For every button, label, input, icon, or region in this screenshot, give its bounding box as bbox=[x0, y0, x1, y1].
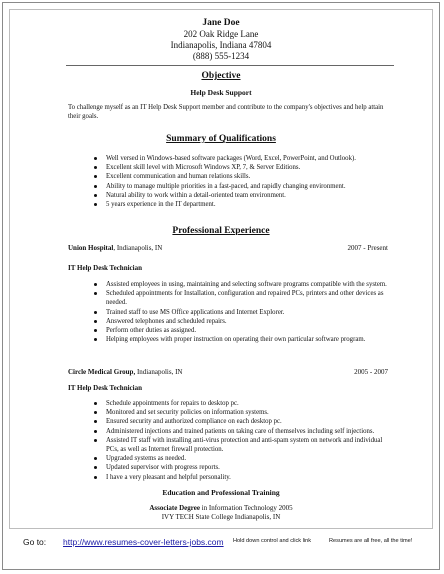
goto-label: Go to: bbox=[23, 537, 47, 547]
list-item: Perform other duties as assigned. bbox=[94, 326, 392, 335]
list-item: Trained staff to use MS Office applications and Internet Explorer. bbox=[94, 308, 392, 317]
list-item: Schedule appointments for repairs to desktop pc. bbox=[94, 399, 392, 408]
list-item: Upgraded systems as needed. bbox=[94, 454, 392, 463]
employer-location: , Indianapolis, IN bbox=[113, 244, 163, 252]
education-entry bbox=[10, 504, 432, 522]
list-item: I have a very pleasant and helpful personality. bbox=[94, 473, 392, 482]
employer-location: Indianapolis, IN bbox=[135, 368, 183, 376]
list-item: Assisted IT staff with installing anti-virus protection and anti-spam system on network and individual PCs, as well as Internet firewall protection. bbox=[94, 436, 392, 454]
footer-bar bbox=[23, 535, 433, 549]
list-item: Updated supervisor with progress reports. bbox=[94, 463, 392, 472]
resume-document bbox=[9, 9, 433, 529]
employer-name: Union Hospital bbox=[68, 244, 114, 252]
education-heading: Education and Professional Training bbox=[162, 488, 280, 497]
job-title: IT Help Desk Technician bbox=[68, 384, 142, 392]
list-item: Excellent skill level with Microsoft Windows XP, 7, & Server Editions. bbox=[94, 163, 392, 172]
city-state-zip: Indianapolis, Indiana 47804 bbox=[170, 40, 272, 50]
job-header bbox=[68, 244, 388, 254]
experience-heading: Professional Experience bbox=[172, 226, 270, 236]
list-item: Administered injections and trained patients on taking care of themselves including self injections. bbox=[94, 427, 392, 436]
list-item: Monitored and set security policies on information systems. bbox=[94, 408, 392, 417]
list-item: Natural ability to work within a detail-oriented team environment. bbox=[94, 191, 392, 200]
list-item: Answered telephones and scheduled repairs. bbox=[94, 317, 392, 326]
resumes-site-link[interactable]: http://www.resumes-cover-letters-jobs.com bbox=[63, 537, 224, 547]
list-item: 5 years experience in the IT department. bbox=[94, 200, 392, 209]
list-item: Ability to manage multiple priorities in a fast-paced, and rapidly changing environment. bbox=[94, 182, 392, 191]
list-item: Excellent communication and human relations skills. bbox=[94, 172, 392, 181]
list-item: Ensured security and authorized compliance on each desktop pc. bbox=[94, 417, 392, 426]
employer-name: Circle Medical Group, bbox=[68, 368, 136, 376]
degree-name: Associate Degree bbox=[149, 504, 200, 512]
job-title: IT Help Desk Technician bbox=[68, 264, 142, 272]
page-frame bbox=[2, 2, 440, 570]
free-tagline: Resumes are all free, all the time! bbox=[329, 538, 413, 544]
street-address: 202 Oak Ridge Lane bbox=[183, 29, 259, 39]
phone-number: (888) 555-1234 bbox=[192, 51, 250, 61]
list-item: Helping employees with proper instruction on operating their own particular software program. bbox=[94, 335, 392, 344]
job-dates: 2007 - Present bbox=[347, 244, 388, 252]
duties-list bbox=[94, 399, 392, 482]
contact-header bbox=[10, 18, 432, 62]
list-item: Assisted employees in using, maintaining and selecting software programs compatible with the system. bbox=[94, 280, 392, 289]
school-name: IVY TECH State College Indianapolis, IN bbox=[161, 513, 281, 521]
job-dates: 2005 - 2007 bbox=[354, 368, 388, 376]
qualifications-list bbox=[94, 154, 392, 209]
objective-text: To challenge myself as an IT Help Desk Support member and contribute to the company's objectives and help attain their goals. bbox=[68, 104, 384, 120]
duties-list bbox=[94, 280, 392, 344]
applicant-name: Jane Doe bbox=[202, 18, 240, 28]
objective-heading: Objective bbox=[201, 71, 241, 81]
link-instruction: Hold down control and click link bbox=[233, 538, 312, 544]
header-divider bbox=[66, 65, 394, 66]
degree-field: in Information Technology 2005 bbox=[199, 504, 293, 512]
objective-subtitle: Help Desk Support bbox=[190, 88, 252, 97]
list-item: Well versed in Windows-based software packages (Word, Excel, PowerPoint, and Outlook). bbox=[94, 154, 392, 163]
job-header bbox=[68, 368, 388, 378]
list-item: Scheduled appointments for Installation, configuration and repaired PCs, printers and other devices as needed. bbox=[94, 289, 392, 307]
qualifications-heading: Summary of Qualifications bbox=[166, 134, 276, 144]
